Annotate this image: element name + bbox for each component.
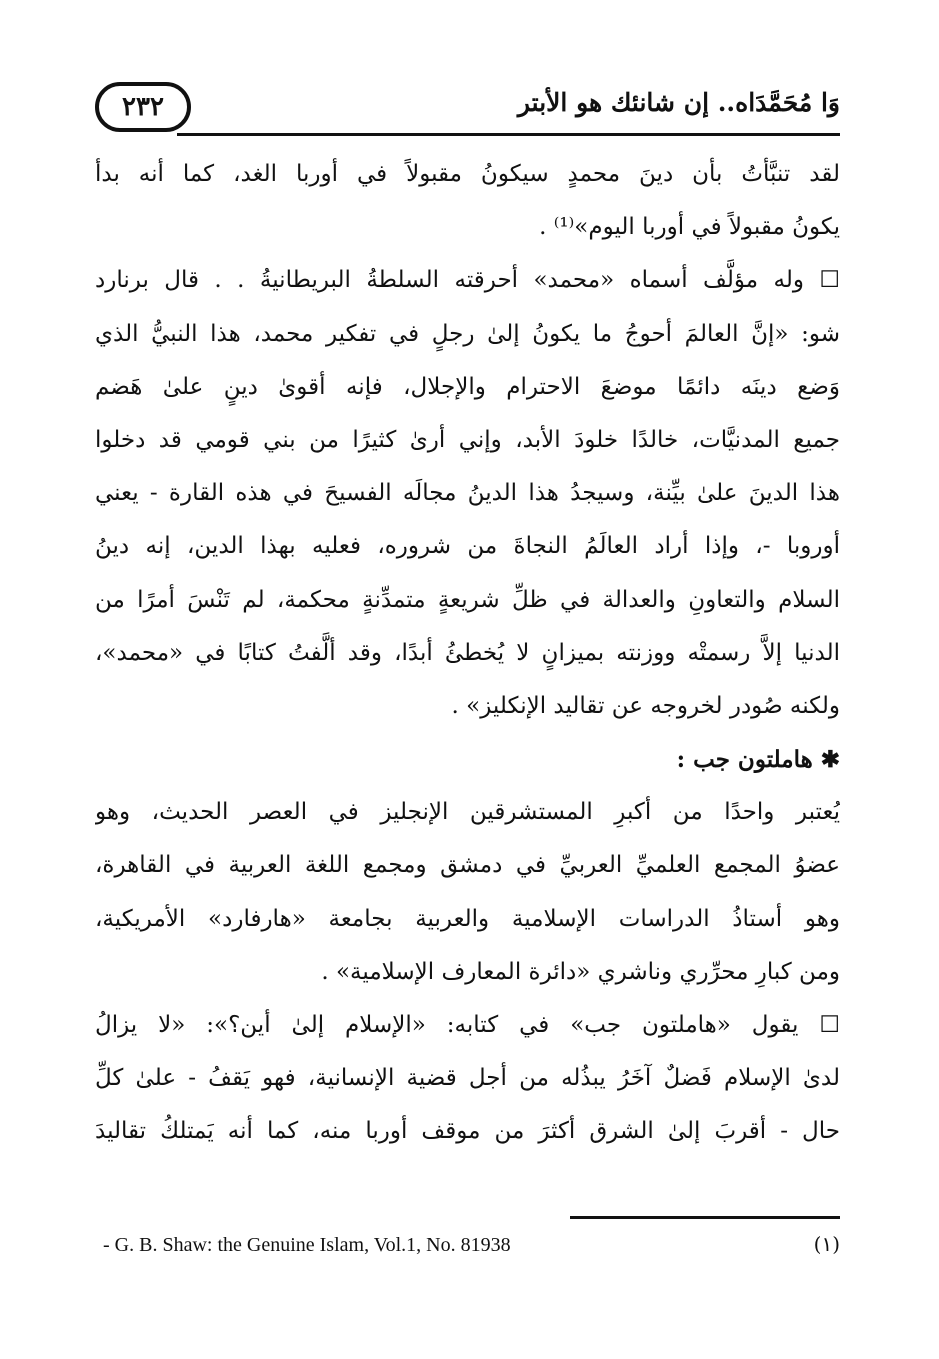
header-rule — [177, 133, 840, 136]
text-line: أوروبا -، وإذا أراد العالَمُ النجاةَ من شروره، فعليه بهذا الدين، إنه دينُ — [95, 533, 840, 560]
footnote-text: - G. B. Shaw: the Genuine Islam, Vol.1, No. 81938 — [103, 1234, 511, 1256]
text-line: هذا الدينَ علىٰ بيِّنة، وسيجدُ هذا الدينُ مجالَه الفسيحَ في هذه القارة - يعني — [95, 480, 840, 507]
text-line: جميع المدنيَّات، خالدًا خلودَ الأبد، وإني أرىٰ كثيرًا من بني قومي قد دخلوا — [95, 426, 840, 453]
text-line: حال - أقربَ إلىٰ الشرق أكثرَ من موقف أوربا منه، كما أنه يَمتلكُ تقاليدَ — [95, 1118, 840, 1145]
page-number-badge: ٢٣٢ — [95, 82, 191, 132]
text-line: وهو أستاذُ الدراسات الإسلامية والعربية بجامعة «هارفارد» الأمريكية، — [95, 905, 840, 932]
running-title: وَا مُحَمَّدَاه.. إن شانئك هو الأبتر — [517, 88, 840, 117]
text-line: ☐ يقول «هاملتون جب» في كتابه: «الإسلام إلىٰ أين؟»: «لا يزالُ — [95, 1012, 840, 1038]
body-text — [95, 148, 840, 1159]
text-line: الدنيا إلاَّ رسمتْه ووزنته بميزانٍ لا يُخطئُ أبدًا، وقد ألَّفتُ كتابًا في «محمد»، — [95, 639, 840, 666]
text-line: وَضع دينَه دائمًا موضعَ الاحترام والإجلال، فإنه أقوىٰ دينٍ علىٰ هَضم — [95, 373, 840, 400]
text-line: شو: «إنَّ العالمَ أحوجُ ما يكونُ إلىٰ رجلٍ في تفكير محمد، هذا النبيُّ الذي — [95, 320, 840, 347]
footnote-number: (١) — [813, 1232, 840, 1256]
text-line: يُعتبر واحدًا من أكبرِ المستشرقين الإنجليز في العصر الحديث، وهو — [95, 799, 840, 826]
text-line: ومن كبارِ محرِّري وناشري «دائرة المعارف الإسلامية» . — [321, 958, 840, 985]
text-line: لقد تنبَّأتُ بأن دينَ محمدٍ سيكونُ مقبولاً في أوربا الغد، كما أنه بدأ — [95, 161, 840, 187]
section-heading: ✱ هاملتون جب : — [676, 746, 840, 774]
text-line: لدىٰ الإسلام فَضلٌ آخَرُ يبذُله من أجل قضية الإنسانية، فهو يَقفُ - علىٰ كلِّ — [95, 1065, 840, 1092]
page-header — [95, 80, 840, 142]
text-line: ولكنه صُودر لخروجه عن تقاليد الإنكليز» . — [451, 692, 840, 719]
text-line: عضوُ المجمع العلميِّ العربيِّ في دمشق ومجمع اللغة العربية في القاهرة، — [95, 852, 840, 879]
footnote-rule — [570, 1216, 840, 1219]
text-line: ☐ وله مؤلَّف أسماه «محمد» أحرقته السلطةُ البريطانيةُ . . قال برنارد — [95, 267, 840, 294]
text-line: السلام والتعاونِ والعدالة في ظلِّ شريعةٍ متمدِّنةٍ محكمة، لم تَنْسَ أمرًا من — [95, 586, 840, 613]
text-line: يكونُ مقبولاً في أوربا اليوم»⁽¹⁾ . — [539, 214, 840, 241]
